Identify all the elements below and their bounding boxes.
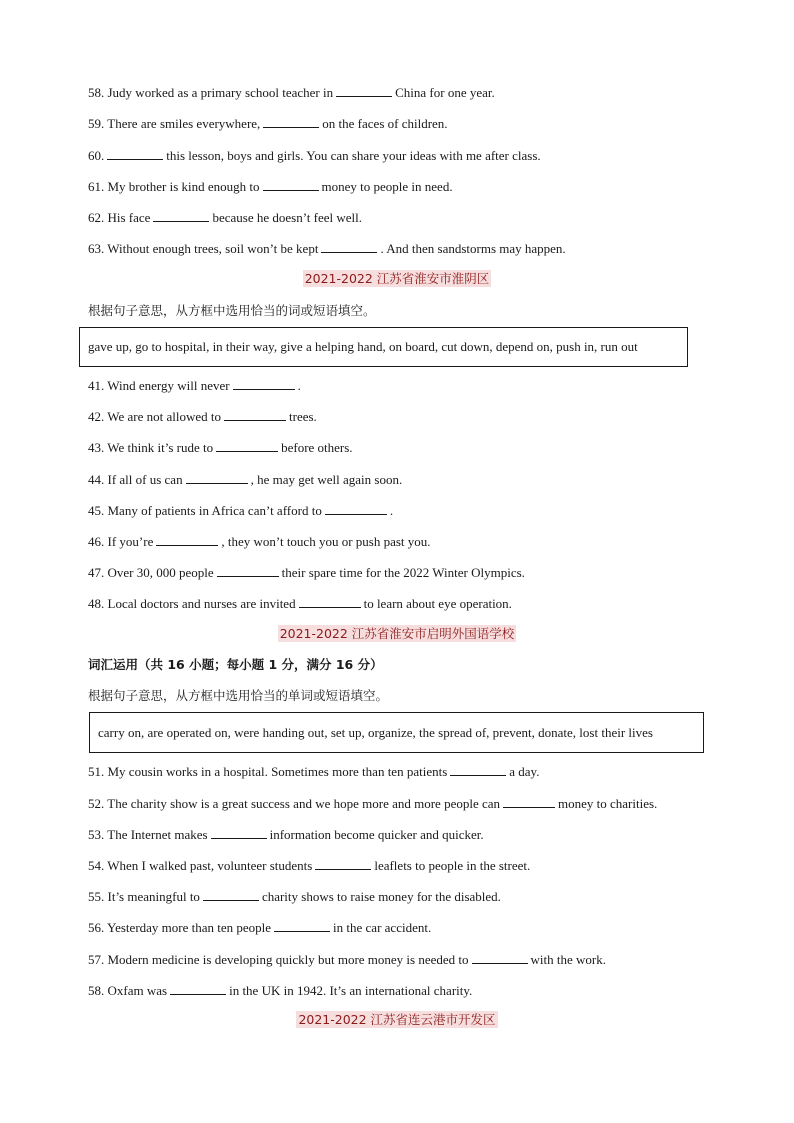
answer-blank[interactable] xyxy=(186,471,248,484)
question-53: 53. The Internet makes information become quicker and quicker. xyxy=(88,827,484,842)
answer-blank[interactable] xyxy=(321,240,377,253)
question-63a: 63. Without enough trees, soil won’t be kept . And then sandstorms may happen. xyxy=(88,241,566,256)
question-46: 46. If you’re , they won’t touch you or push past you. xyxy=(88,534,431,549)
answer-blank[interactable] xyxy=(170,982,226,995)
answer-blank[interactable] xyxy=(217,564,279,577)
section-subtitle: 词汇运用（共 16 小题；每小题 1 分，满分 16 分） xyxy=(88,657,383,672)
section-heading-qiming: 2021-2022 江苏省淮安市启明外国语学校 xyxy=(279,626,515,641)
answer-blank[interactable] xyxy=(224,408,286,421)
answer-blank[interactable] xyxy=(503,795,555,808)
question-43: 43. We think it’s rude to before others. xyxy=(88,440,353,455)
question-61a: 61. My brother is kind enough to money to people in need. xyxy=(88,179,453,194)
answer-blank[interactable] xyxy=(216,439,278,452)
question-58b: 58. Oxfam was in the UK in 1942. It’s an international charity. xyxy=(88,983,473,998)
question-52: 52. The charity show is a great success and we hope more and more people can money to charities. xyxy=(88,796,658,811)
section-heading-lianyungang: 2021-2022 江苏省连云港市开发区 xyxy=(298,1012,496,1027)
question-62a: 62. His face because he doesn’t feel well. xyxy=(88,210,363,225)
answer-blank[interactable] xyxy=(153,209,209,222)
answer-blank[interactable] xyxy=(472,951,528,964)
answer-blank[interactable] xyxy=(211,826,267,839)
question-57: 57. Modern medicine is developing quickly but more money is needed to with the work. xyxy=(88,952,606,967)
question-59a: 59. There are smiles everywhere, on the faces of children. xyxy=(88,116,448,131)
question-58a: 58. Judy worked as a primary school teacher in China for one year. xyxy=(88,85,495,100)
word-bank-box: gave up, go to hospital, in their way, give a helping hand, on board, cut down, depend on, push in, run out xyxy=(79,327,688,367)
answer-blank[interactable] xyxy=(107,147,163,160)
answer-blank[interactable] xyxy=(233,377,295,390)
question-41: 41. Wind energy will never . xyxy=(88,378,301,393)
question-44: 44. If all of us can , he may get well again soon. xyxy=(88,472,403,487)
instruction-text: 根据句子意思，从方框中选用恰当的词或短语填空。 xyxy=(88,303,376,318)
question-42: 42. We are not allowed to trees. xyxy=(88,409,317,424)
question-60a: 60. this lesson, boys and girls. You can share your ideas with me after class. xyxy=(88,148,541,163)
answer-blank[interactable] xyxy=(263,178,319,191)
instruction-text: 根据句子意思，从方框中选用恰当的单词或短语填空。 xyxy=(88,688,389,703)
section-heading-huaiyin: 2021-2022 江苏省淮安市淮阴区 xyxy=(304,271,490,286)
question-45: 45. Many of patients in Africa can’t afford to . xyxy=(88,503,394,518)
answer-blank[interactable] xyxy=(336,84,392,97)
answer-blank[interactable] xyxy=(203,888,259,901)
answer-blank[interactable] xyxy=(156,533,218,546)
answer-blank[interactable] xyxy=(299,595,361,608)
question-54: 54. When I walked past, volunteer students leaflets to people in the street. xyxy=(88,858,531,873)
answer-blank[interactable] xyxy=(325,502,387,515)
question-47: 47. Over 30, 000 people their spare time for the 2022 Winter Olympics. xyxy=(88,565,525,580)
answer-blank[interactable] xyxy=(274,919,330,932)
question-48: 48. Local doctors and nurses are invited to learn about eye operation. xyxy=(88,596,512,611)
question-55: 55. It’s meaningful to charity shows to raise money for the disabled. xyxy=(88,889,501,904)
word-bank-box: carry on, are operated on, were handing out, set up, organize, the spread of, prevent, donate, lost their lives xyxy=(89,712,704,753)
question-56: 56. Yesterday more than ten people in the car accident. xyxy=(88,920,432,935)
answer-blank[interactable] xyxy=(315,857,371,870)
answer-blank[interactable] xyxy=(263,115,319,128)
question-51: 51. My cousin works in a hospital. Sometimes more than ten patients a day. xyxy=(88,764,540,779)
answer-blank[interactable] xyxy=(450,763,506,776)
